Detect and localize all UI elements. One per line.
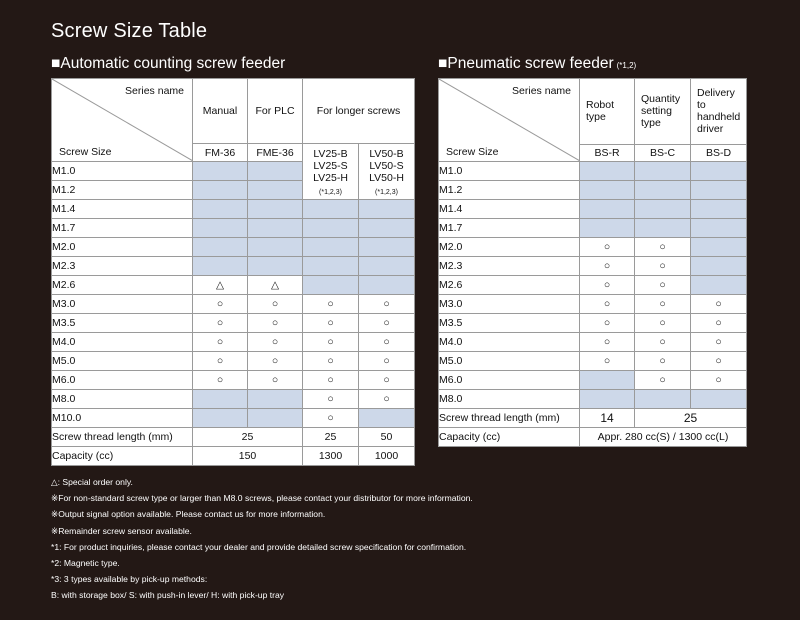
table-row <box>439 371 747 390</box>
availability-cell: ○ <box>303 409 359 428</box>
availability-cell <box>580 219 635 238</box>
pneumatic-title-text: ■Pneumatic screw feeder <box>438 55 614 72</box>
screw-size-m1-2: M1.2 <box>52 181 193 200</box>
model-line: LV50-B <box>369 148 404 160</box>
availability-cell <box>248 390 303 409</box>
table-row <box>439 295 747 314</box>
availability-cell <box>303 257 359 276</box>
availability-cell: ○ <box>580 238 635 257</box>
availability-cell <box>580 181 635 200</box>
model-bs-d: BS-D <box>691 144 747 161</box>
model-line: LV25-S <box>313 160 348 172</box>
screw-size-m1-7: M1.7 <box>52 219 193 238</box>
screw-size-m10-0: M10.0 <box>52 409 193 428</box>
table-row <box>52 409 415 428</box>
thread-length-value: 25 <box>193 428 303 447</box>
right-screw-size-label: Screw Size <box>446 146 499 158</box>
availability-cell: ○ <box>580 352 635 371</box>
availability-cell: ○ <box>359 371 415 390</box>
availability-cell: ○ <box>691 371 747 390</box>
availability-cell: ○ <box>635 295 691 314</box>
header-line: type <box>641 117 661 130</box>
availability-cell <box>248 181 303 200</box>
header-line: driver <box>697 123 724 136</box>
screw-size-m3-5: M3.5 <box>52 314 193 333</box>
availability-cell <box>359 257 415 276</box>
table-row <box>52 238 415 257</box>
header-line: handheld <box>697 111 741 124</box>
capacity-value: 1000 <box>359 447 415 466</box>
footnote-7: *3: 3 types available by pick-up methods: <box>51 574 208 585</box>
thread-length-row <box>52 428 415 447</box>
availability-cell <box>359 409 415 428</box>
availability-cell <box>248 162 303 181</box>
footnote-3: ※Output signal option available. Please contact us for more information. <box>51 509 326 520</box>
availability-cell: ○ <box>193 352 248 371</box>
col-header-robot-type <box>580 79 635 145</box>
availability-cell <box>580 200 635 219</box>
availability-cell <box>303 219 359 238</box>
table-row <box>52 333 415 352</box>
footnote-6: *2: Magnetic type. <box>51 557 120 568</box>
availability-cell <box>248 409 303 428</box>
availability-cell <box>635 181 691 200</box>
table-row <box>52 352 415 371</box>
availability-cell <box>248 238 303 257</box>
screw-size-m1-4: M1.4 <box>52 200 193 219</box>
screw-size-m2-0: M2.0 <box>439 238 580 257</box>
model-line: LV50-H <box>369 172 404 184</box>
availability-cell: △ <box>193 276 248 295</box>
screw-size-m2-3: M2.3 <box>439 257 580 276</box>
screw-size-m1-0: M1.0 <box>52 162 193 181</box>
availability-cell <box>635 200 691 219</box>
footnote-5: *1: For product inquiries, please contact your dealer and provide detailed screw specification for confirmation. <box>51 541 467 552</box>
availability-cell: ○ <box>303 295 359 314</box>
pneumatic-feeder-table <box>438 78 747 447</box>
availability-cell <box>691 390 747 409</box>
screw-size-m8-0: M8.0 <box>439 390 580 409</box>
availability-cell: ○ <box>303 352 359 371</box>
footnote-2: ※For non-standard screw type or larger than M8.0 screws, please contact your distributor for more information. <box>51 493 473 504</box>
availability-cell <box>193 219 248 238</box>
availability-cell <box>691 238 747 257</box>
table-row <box>52 314 415 333</box>
availability-cell <box>248 200 303 219</box>
thread-length-value: 14 <box>580 409 635 428</box>
table-row <box>52 276 415 295</box>
availability-cell <box>303 200 359 219</box>
table-row <box>439 219 747 238</box>
availability-cell: ○ <box>248 333 303 352</box>
model-lv25 <box>303 144 359 200</box>
availability-cell <box>691 162 747 181</box>
right-header-row <box>439 79 747 145</box>
pneumatic-title-note: (*1,2) <box>616 61 637 70</box>
availability-cell: ○ <box>248 371 303 390</box>
availability-cell <box>691 181 747 200</box>
footnotes <box>51 474 473 604</box>
availability-cell <box>193 257 248 276</box>
table-row <box>52 390 415 409</box>
capacity-value: Appr. 280 cc(S) / 1300 cc(L) <box>580 428 747 447</box>
availability-cell: ○ <box>635 238 691 257</box>
screw-size-m4-0: M4.0 <box>52 333 193 352</box>
capacity-row <box>439 428 747 447</box>
availability-cell: ○ <box>359 295 415 314</box>
screw-size-m3-0: M3.0 <box>439 295 580 314</box>
col-header-for-plc: For PLC <box>248 79 303 144</box>
header-line: Robot <box>586 99 615 112</box>
table-row <box>439 257 747 276</box>
screw-size-m5-0: M5.0 <box>439 352 580 371</box>
thread-length-value: 25 <box>635 409 747 428</box>
availability-cell: ○ <box>248 314 303 333</box>
col-header-manual: Manual <box>193 79 248 144</box>
availability-cell <box>359 276 415 295</box>
model-note: (*1,2,3) <box>375 189 398 196</box>
availability-cell: ○ <box>359 333 415 352</box>
table-row <box>439 390 747 409</box>
availability-cell: ○ <box>248 295 303 314</box>
availability-cell: ○ <box>691 352 747 371</box>
availability-cell: ○ <box>635 371 691 390</box>
header-line: Quantity <box>641 93 681 106</box>
availability-cell <box>691 200 747 219</box>
availability-cell <box>303 238 359 257</box>
table-row <box>439 238 747 257</box>
availability-cell: ○ <box>193 333 248 352</box>
table-row <box>52 257 415 276</box>
screw-size-m4-0: M4.0 <box>439 333 580 352</box>
availability-cell: ○ <box>580 314 635 333</box>
availability-cell: ○ <box>635 333 691 352</box>
left-header-row <box>52 79 415 144</box>
availability-cell: ○ <box>248 352 303 371</box>
header-line: Delivery <box>697 87 735 100</box>
availability-cell <box>248 219 303 238</box>
availability-cell: ○ <box>691 295 747 314</box>
availability-cell <box>193 181 248 200</box>
col-header-longer-screws: For longer screws <box>303 79 415 144</box>
availability-cell <box>691 219 747 238</box>
availability-cell: ○ <box>635 276 691 295</box>
footnote-1: △: Special order only. <box>51 477 133 487</box>
availability-cell: ○ <box>580 333 635 352</box>
availability-cell <box>580 390 635 409</box>
screw-size-m8-0: M8.0 <box>52 390 193 409</box>
screw-size-m6-0: M6.0 <box>52 371 193 390</box>
capacity-label: Capacity (cc) <box>52 447 193 466</box>
model-line: LV25-H <box>313 172 348 184</box>
table-row <box>439 314 747 333</box>
availability-cell: ○ <box>691 333 747 352</box>
availability-cell <box>303 276 359 295</box>
table-row <box>52 371 415 390</box>
availability-cell <box>193 390 248 409</box>
availability-cell: ○ <box>635 257 691 276</box>
right-corner-header <box>439 79 580 162</box>
screw-size-m1-0: M1.0 <box>439 162 580 181</box>
header-line: type <box>586 111 606 124</box>
footnote-8: B: with storage box/ S: with push-in lever/ H: with pick-up tray <box>51 590 285 601</box>
screw-size-m3-0: M3.0 <box>52 295 193 314</box>
availability-cell <box>691 257 747 276</box>
availability-cell: ○ <box>580 276 635 295</box>
model-fm-36: FM-36 <box>193 144 248 162</box>
availability-cell: ○ <box>359 314 415 333</box>
availability-cell: ○ <box>691 314 747 333</box>
right-series-name-label: Series name <box>512 85 571 97</box>
availability-cell: ○ <box>359 352 415 371</box>
left-screw-size-label: Screw Size <box>59 146 112 158</box>
table-row <box>439 333 747 352</box>
availability-cell: ○ <box>193 295 248 314</box>
thread-length-label: Screw thread length (mm) <box>52 428 193 447</box>
capacity-row <box>52 447 415 466</box>
table-row <box>439 162 747 181</box>
screw-size-m1-4: M1.4 <box>439 200 580 219</box>
availability-cell <box>248 257 303 276</box>
availability-cell <box>193 238 248 257</box>
availability-cell <box>691 276 747 295</box>
availability-cell <box>359 200 415 219</box>
screw-size-m6-0: M6.0 <box>439 371 580 390</box>
capacity-value: 1300 <box>303 447 359 466</box>
model-line: LV50-S <box>369 160 404 172</box>
screw-size-m2-6: M2.6 <box>52 276 193 295</box>
availability-cell: ○ <box>303 333 359 352</box>
availability-cell: ○ <box>193 371 248 390</box>
model-note: (*1,2,3) <box>319 189 342 196</box>
availability-cell <box>635 219 691 238</box>
table-row <box>439 200 747 219</box>
automatic-feeder-title: ■Automatic counting screw feeder <box>51 55 286 72</box>
left-corner-header <box>52 79 193 162</box>
availability-cell <box>193 409 248 428</box>
table-row <box>439 352 747 371</box>
availability-cell <box>193 200 248 219</box>
model-bs-r: BS-R <box>580 144 635 161</box>
footnote-4: ※Remainder screw sensor available. <box>51 525 192 536</box>
model-bs-c: BS-C <box>635 144 691 161</box>
availability-cell <box>635 162 691 181</box>
thread-length-value: 50 <box>359 428 415 447</box>
availability-cell <box>359 219 415 238</box>
screw-size-m2-3: M2.3 <box>52 257 193 276</box>
model-fme-36: FME-36 <box>248 144 303 162</box>
pneumatic-feeder-title <box>438 55 636 73</box>
left-series-name-label: Series name <box>125 85 184 97</box>
availability-cell: △ <box>248 276 303 295</box>
screw-size-m3-5: M3.5 <box>439 314 580 333</box>
capacity-label: Capacity (cc) <box>439 428 580 447</box>
thread-length-label: Screw thread length (mm) <box>439 409 580 428</box>
table-row <box>52 200 415 219</box>
availability-cell: ○ <box>359 390 415 409</box>
table-row <box>439 181 747 200</box>
thread-length-value: 25 <box>303 428 359 447</box>
capacity-value: 150 <box>193 447 303 466</box>
availability-cell: ○ <box>303 371 359 390</box>
screw-size-m1-7: M1.7 <box>439 219 580 238</box>
availability-cell: ○ <box>635 314 691 333</box>
availability-cell: ○ <box>303 314 359 333</box>
availability-cell: ○ <box>580 257 635 276</box>
table-row <box>52 219 415 238</box>
availability-cell <box>193 162 248 181</box>
availability-cell <box>635 390 691 409</box>
automatic-feeder-table <box>51 78 415 466</box>
col-header-delivery-handheld <box>691 79 747 145</box>
availability-cell <box>580 162 635 181</box>
availability-cell: ○ <box>303 390 359 409</box>
page-title: Screw Size Table <box>51 20 208 42</box>
availability-cell <box>359 238 415 257</box>
header-line: setting <box>641 105 672 118</box>
header-line: to <box>697 99 706 112</box>
table-row <box>52 295 415 314</box>
screw-size-m2-6: M2.6 <box>439 276 580 295</box>
screw-size-m1-2: M1.2 <box>439 181 580 200</box>
screw-size-m2-0: M2.0 <box>52 238 193 257</box>
table-row <box>439 276 747 295</box>
model-line: LV25-B <box>313 148 348 160</box>
availability-cell: ○ <box>193 314 248 333</box>
model-lv50 <box>359 144 415 200</box>
availability-cell: ○ <box>635 352 691 371</box>
availability-cell: ○ <box>580 295 635 314</box>
availability-cell <box>580 371 635 390</box>
col-header-quantity-setting <box>635 79 691 145</box>
screw-size-m5-0: M5.0 <box>52 352 193 371</box>
thread-length-row <box>439 409 747 428</box>
